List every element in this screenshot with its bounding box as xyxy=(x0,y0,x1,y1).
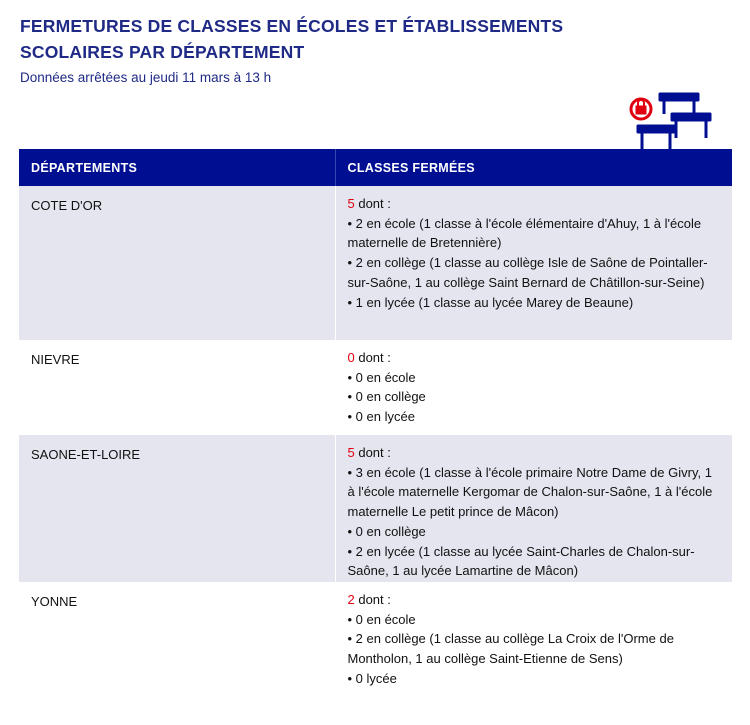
closure-item: • 2 en école (1 classe à l'école élémentaire d'Ahuy, 1 à l'école maternelle de Bretennière) xyxy=(347,215,702,251)
closure-item: • 0 en lycée xyxy=(347,409,415,425)
closure-count: 5 xyxy=(347,196,355,211)
data-date-subtitle: Données arrêtées au jeudi 11 mars à 13 h xyxy=(20,70,272,85)
padlocked-school-desks-icon xyxy=(620,88,715,150)
closure-item: • 0 en école xyxy=(347,611,416,627)
department-name: NIEVRE xyxy=(31,352,80,367)
page-title xyxy=(20,13,563,65)
closure-details xyxy=(335,582,732,692)
column-header-closed-classes: CLASSES FERMÉES xyxy=(335,149,732,186)
closure-details xyxy=(335,186,732,340)
closure-item: • 0 en école xyxy=(347,369,416,385)
table-row xyxy=(19,186,732,340)
closure-item: • 3 en école (1 classe à l'école primaire Notre Dame de Givry, 1 à l'école maternelle Kergomar de Chalon-sur-Saône, 1 à l'école maternelle Le petit prince de Mâcon) xyxy=(347,464,713,520)
closure-count: 0 xyxy=(347,350,355,365)
table-row xyxy=(19,340,732,435)
closure-item: • 2 en collège (1 classe au collège La Croix de l'Orme de Montholon, 1 au collège Saint-Etienne de Sens) xyxy=(347,631,674,667)
page-title-line-1: FERMETURES DE CLASSES EN ÉCOLES ET ÉTABLISSEMENTS xyxy=(20,16,564,36)
closure-details xyxy=(335,340,732,435)
dont-label: dont : xyxy=(354,196,391,211)
closure-item: • 0 en collège xyxy=(347,389,426,405)
closure-details xyxy=(335,435,732,582)
closure-item: • 1 en lycée (1 classe au lycée Marey de Beaune) xyxy=(347,294,634,310)
table-row xyxy=(19,435,732,582)
closure-item: • 0 en collège xyxy=(347,523,426,539)
department-name: YONNE xyxy=(31,594,78,609)
table-header-row xyxy=(19,149,732,186)
department-name: COTE D'OR xyxy=(19,186,335,340)
dont-label: dont : xyxy=(354,350,391,365)
closure-item: • 2 en lycée (1 classe au lycée Saint-Charles de Chalon-sur-Saône, 1 au lycée Lamartine de Mâcon) xyxy=(347,543,695,579)
closure-count: 5 xyxy=(347,445,355,460)
dont-label: dont : xyxy=(354,445,391,460)
table-row xyxy=(19,582,732,692)
dont-label: dont : xyxy=(354,592,391,607)
closure-item: • 2 en collège (1 classe au collège Isle de Saône de Pointaller-sur-Saône, 1 au collège Saint Bernard de Châtillon-sur-Seine) xyxy=(347,255,708,290)
column-header-departments: DÉPARTEMENTS xyxy=(19,149,335,186)
classes-closures-table xyxy=(19,149,732,692)
page-title-line-2: SCOLAIRES PAR DÉPARTEMENT xyxy=(20,42,305,62)
closure-item: • 0 lycée xyxy=(347,670,397,686)
department-name: SAONE-ET-LOIRE xyxy=(19,435,335,582)
closure-count: 2 xyxy=(347,592,355,607)
